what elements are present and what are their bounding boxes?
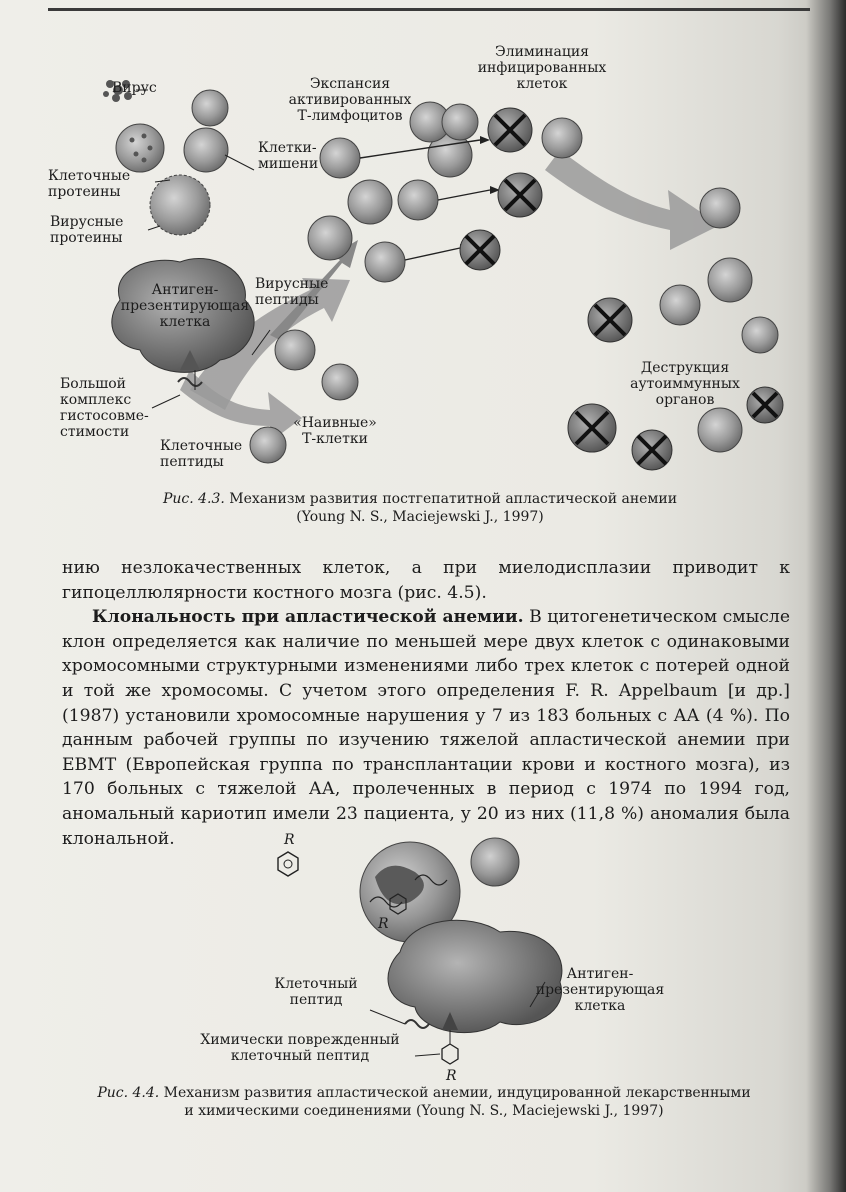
figure-4-3-caption	[80, 490, 760, 526]
label-apc-4-4: Антиген- презентирующая клетка	[535, 966, 665, 1014]
label-viral-proteins: Вирусные протеины	[50, 214, 124, 246]
paragraph-1: нию незлокачественных клеток, а при миелодисплазии приводит к гипоцеллюлярности костного мозга (рис. 4.5).	[62, 558, 790, 603]
label-chem-peptide: Химически поврежденный клеточный пептид	[200, 1032, 400, 1064]
label-apc: Антиген- презентирующая клетка	[120, 282, 250, 330]
label-r-bottom: R	[446, 1068, 457, 1084]
figure-4-3-caption-line2: (Young N. S., Maciejewski J., 1997)	[296, 509, 544, 525]
label-cell-peptides: Клеточные пептиды	[160, 438, 243, 470]
paragraph-2-title: Клональность при апластической анемии.	[92, 607, 524, 628]
figure-4-3-caption-label: Рис. 4.3.	[162, 491, 225, 507]
figure-4-3-illustration	[40, 30, 800, 480]
label-mhc: Большой комплекс гистосовме- стимости	[60, 376, 149, 440]
figure-4-4-caption	[84, 1084, 764, 1120]
page-edge-shadow	[806, 0, 846, 1192]
figure-4-3-caption-line1: Механизм развития постгепатитной апластической анемии	[224, 491, 678, 507]
paragraph-2	[62, 605, 790, 851]
label-r-mid: R	[378, 916, 389, 932]
figure-4-4	[200, 832, 720, 1084]
label-elimination: Элиминация инфицированных клеток	[477, 44, 607, 92]
label-expansion: Экспансия активированных Т-лимфоцитов	[288, 76, 412, 124]
label-cell-proteins: Клеточные протеины	[48, 168, 131, 200]
figure-4-4-caption-line2: и химическими соединениями (Young N. S., Maciejewski J., 1997)	[184, 1103, 664, 1119]
top-rule	[48, 8, 810, 11]
infected-cell	[116, 124, 164, 172]
label-naive: «Наивные» Т-клетки	[293, 415, 377, 447]
figure-4-4-caption-line1: Механизм развития апластической анемии, индуцированной лекарственными	[159, 1085, 751, 1101]
body-text	[62, 556, 790, 851]
figure-4-4-caption-label: Рис. 4.4.	[97, 1085, 160, 1101]
arrow-elimination	[545, 150, 720, 250]
label-r-top: R	[284, 832, 295, 848]
label-target-cells: Клетки- мишени	[258, 140, 319, 172]
figure-4-3	[40, 30, 800, 480]
label-viral-peptides: Вирусные пептиды	[255, 276, 329, 308]
paragraph-2-text: В цитогенетическом смысле клон определяется как наличие по меньшей мере двух клеток с одинаковыми хромосомными структурными изменениями либо трех клеток с потерей одной и той же хромосомы. С учетом этого определения F. R. Appelbaum [и др.] (1987) установили хромосомные нарушения у 7 из 183 больных с АА (4 %). По данным рабочей группы по изучению тяжелой апластической анемии при EBMT (Европейская группа по трансплантации крови и костного мозга), из 170 больных с тяжелой АА, пролеченных в период с 1974 по 1994 год, аномальный кариотип имели 23 пациента, у 20 из них (11,8 %) аномалия была клональной.	[62, 607, 790, 849]
label-virus: Вирус	[112, 80, 157, 96]
label-destruction: Деструкция аутоиммунных органов	[630, 360, 740, 408]
label-cell-peptide: Клеточный пептид	[274, 976, 358, 1008]
